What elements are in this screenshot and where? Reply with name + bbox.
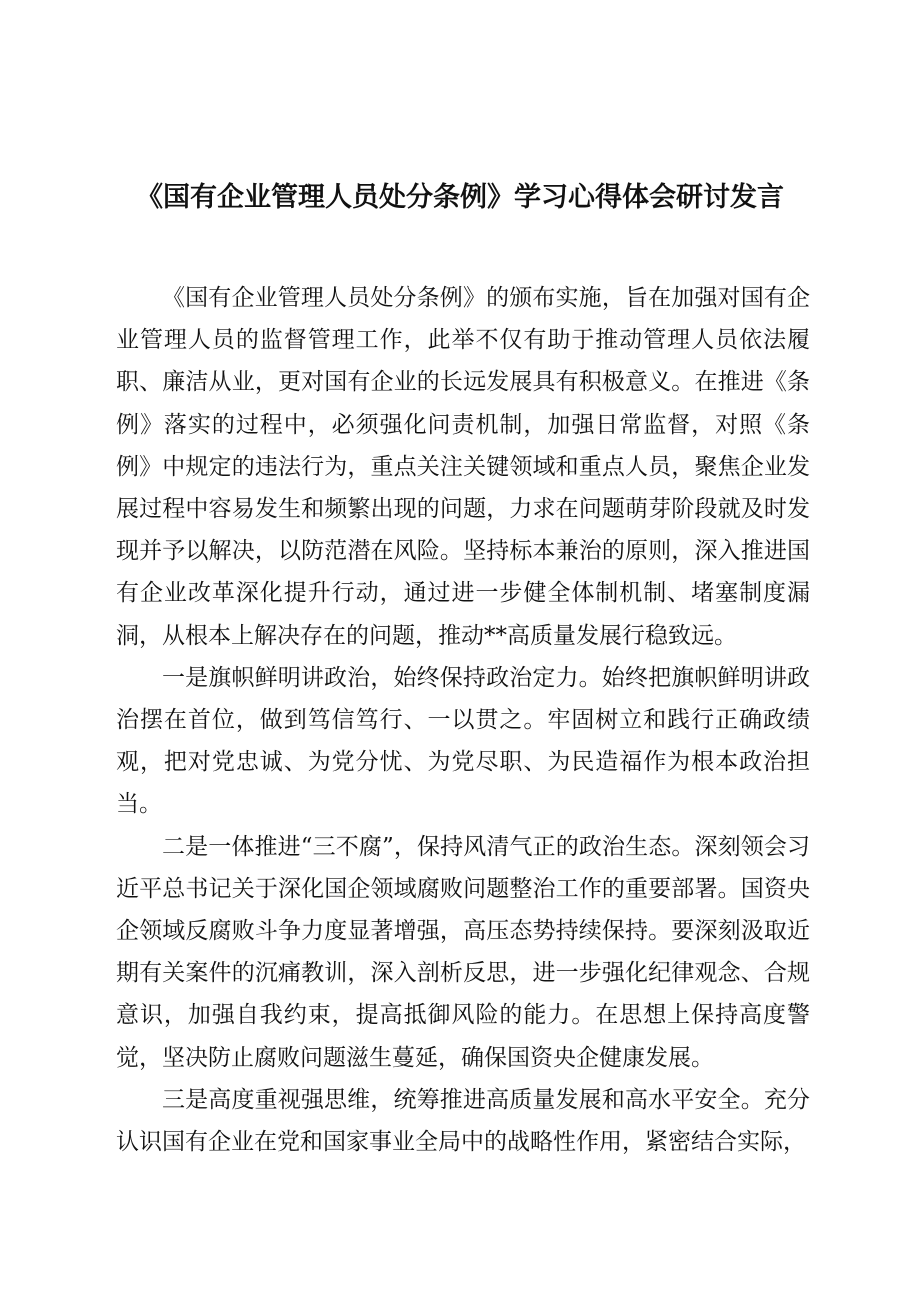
document-body <box>116 277 810 1163</box>
paragraph-intro: 《国有企业管理人员处分条例》的颁布实施，旨在加强对国有企业管理人员的监督管理工作，此举不仅有助于推动管理人员依法履职、廉洁从业，更对国有企业的长远发展具有积极意义。在推进《条例》落实的过程中，必须强化问责机制，加强日常监督，对照《条例》中规定的违法行为，重点关注关键领域和重点人员，聚焦企业发展过程中容易发生和频繁出现的问题，力求在问题萌芽阶段就及时发现并予以解决，以防范潜在风险。坚持标本兼治的原则，深入推进国有企业改革深化提升行动，通过进一步健全体制机制、堵塞制度漏洞，从根本上解决存在的问题，推动**高质量发展行稳致远。 <box>116 285 810 649</box>
paragraph-point-3: 三是高度重视强思维，统筹推进高质量发展和高水平安全。充分认识国有企业在党和国家事业全局中的战略性作用，紧密结合实际， <box>116 1086 810 1156</box>
paragraph-point-1: 一是旗帜鲜明讲政治，始终保持政治定力。始终把旗帜鲜明讲政治摆在首位，做到笃信笃行、一以贯之。牢固树立和践行正确政绩观，把对党忠诚、为党分忧、为党尽职、为民造福作为根本政治担当。 <box>116 664 810 818</box>
document-title: 《国有企业管理人员处分条例》学习心得体会研讨发言 <box>136 182 784 213</box>
paragraph-point-2: 二是一体推进“三不腐”，保持风清气正的政治生态。深刻领会习近平总书记关于深化国企领域腐败问题整治工作的重要部署。国资央企领域反腐败斗争力度显著增强，高压态势持续保持。要深刻汲取近期有关案件的沉痛教训，深入剖析反思，进一步强化纪律观念、合规意识，加强自我约束，提高抵御风险的能力。在思想上保持高度警觉，坚决防止腐败问题滋生蔓延，确保国资央企健康发展。 <box>116 833 810 1071</box>
